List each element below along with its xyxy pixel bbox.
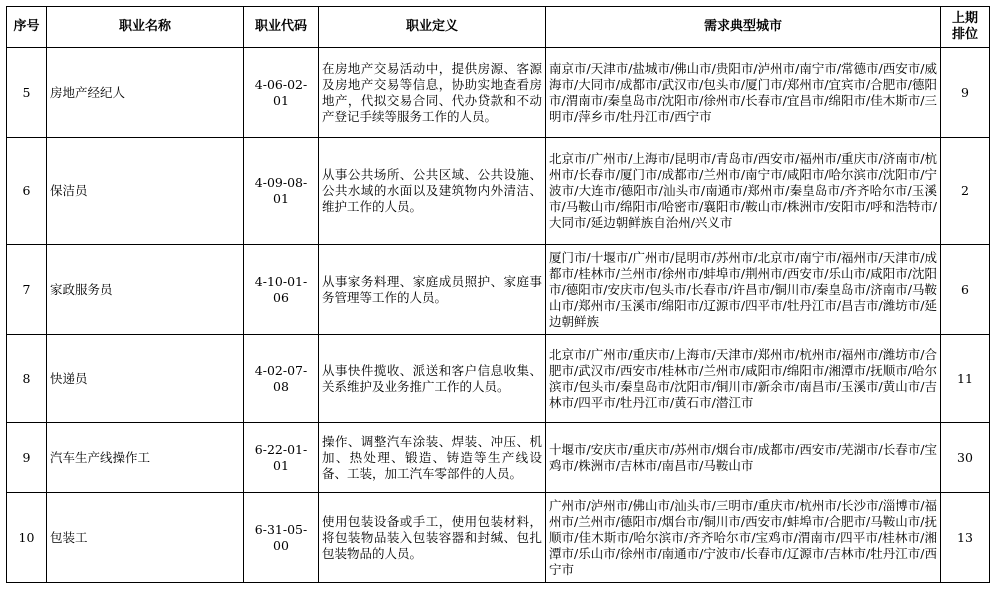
occupation-name: 快递员 [47,335,244,423]
occupation-code: 4-10-01-06 [244,245,319,335]
row-no: 8 [7,335,47,423]
table-row [7,423,990,493]
typical-cities: 南京市/天津市/盐城市/佛山市/贵阳市/泸州市/南宁市/常德市/西安市/威海市/大同市/成都市/武汉市/包头市/厦门市/郑州市/宜宾市/合肥市/德阳市/渭南市/秦皇岛市/沈阳市/徐州市/长春市/宜昌市/绵阳市/佳木斯市/三明市/萍乡市/牡丹江市/西宁市 [546,48,941,138]
previous-rank: 6 [941,245,990,335]
table-row [7,335,990,423]
job-demand-table [6,6,990,583]
occupation-definition: 操作、调整汽车涂装、焊装、冲压、机加、热处理、锻造、铸造等生产线设备、工装，加工汽车零部件的人员。 [319,423,546,493]
header-typical-cities: 需求典型城市 [546,7,941,48]
previous-rank: 11 [941,335,990,423]
previous-rank: 2 [941,138,990,245]
row-no: 5 [7,48,47,138]
typical-cities: 北京市/广州市/上海市/昆明市/青岛市/西安市/福州市/重庆市/济南市/杭州市/长春市/厦门市/成都市/兰州市/南宁市/咸阳市/哈尔滨市/沈阳市/宁波市/大连市/德阳市/汕头市/南通市/郑州市/秦皇岛市/齐齐哈尔市/玉溪市/马鞍山市/绵阳市/哈密市/襄阳市/鞍山市/株洲市/安阳市/呼和浩特市/大同市/延边朝鲜族自治州/兴义市 [546,138,941,245]
row-no: 6 [7,138,47,245]
occupation-name: 家政服务员 [47,245,244,335]
header-no: 序号 [7,7,47,48]
occupation-code: 4-09-08-01 [244,138,319,245]
header-occupation-definition: 职业定义 [319,7,546,48]
header-occupation-name: 职业名称 [47,7,244,48]
occupation-definition: 在房地产交易活动中，提供房源、客源及房地产交易等信息，协助实地查看房地产，代拟交易合同、代办贷款和不动产登记手续等服务工作的人员。 [319,48,546,138]
occupation-name: 房地产经纪人 [47,48,244,138]
occupation-code: 4-02-07-08 [244,335,319,423]
occupation-code: 6-22-01-01 [244,423,319,493]
previous-rank: 13 [941,493,990,583]
occupation-name: 包装工 [47,493,244,583]
header-previous-rank [941,7,990,48]
header-previous-rank-line1: 上期 [951,11,978,26]
typical-cities: 广州市/泸州市/佛山市/汕头市/三明市/重庆市/杭州市/长沙市/淄博市/福州市/兰州市/德阳市/烟台市/铜川市/西安市/蚌埠市/合肥市/马鞍山市/抚顺市/佳木斯市/哈尔滨市/齐齐哈尔市/宝鸡市/渭南市/四平市/桂林市/湘潭市/乐山市/徐州市/南通市/宁波市/长春市/辽源市/吉林市/牡丹江市/西宁市 [546,493,941,583]
header-previous-rank-line2: 排位 [951,27,978,42]
previous-rank: 9 [941,48,990,138]
table-row [7,138,990,245]
occupation-definition: 使用包装设备或手工，使用包装材料，将包装物品装入包装容器和封缄、包扎包装物品的人员。 [319,493,546,583]
previous-rank: 30 [941,423,990,493]
table-row [7,245,990,335]
occupation-name: 汽车生产线操作工 [47,423,244,493]
header-occupation-code: 职业代码 [244,7,319,48]
occupation-definition: 从事快件揽收、派送和客户信息收集、关系维护及业务推广工作的人员。 [319,335,546,423]
table-row [7,48,990,138]
typical-cities: 厦门市/十堰市/广州市/昆明市/苏州市/北京市/南宁市/福州市/天津市/成都市/桂林市/兰州市/徐州市/蚌埠市/荆州市/西安市/乐山市/咸阳市/沈阳市/德阳市/安庆市/包头市/长春市/许昌市/铜川市/秦皇岛市/济南市/马鞍山市/郑州市/玉溪市/绵阳市/辽源市/四平市/牡丹江市/昌吉市/潍坊市/延边朝鲜族 [546,245,941,335]
occupation-definition: 从事家务料理、家庭成员照护、家庭事务管理等工作的人员。 [319,245,546,335]
occupation-definition: 从事公共场所、公共区域、公共设施、公共水域的水面以及建筑物内外清洁、维护工作的人员。 [319,138,546,245]
row-no: 10 [7,493,47,583]
occupation-code: 6-31-05-00 [244,493,319,583]
row-no: 7 [7,245,47,335]
occupation-name: 保洁员 [47,138,244,245]
row-no: 9 [7,423,47,493]
typical-cities: 十堰市/安庆市/重庆市/苏州市/烟台市/成都市/西安市/芜湖市/长春市/宝鸡市/株洲市/吉林市/南昌市/马鞍山市 [546,423,941,493]
typical-cities: 北京市/广州市/重庆市/上海市/天津市/郑州市/杭州市/福州市/潍坊市/合肥市/武汉市/西安市/桂林市/兰州市/咸阳市/绵阳市/湘潭市/抚顺市/哈尔滨市/包头市/秦皇岛市/沈阳市/铜川市/新余市/南昌市/玉溪市/黄山市/吉林市/四平市/牡丹江市/黄石市/潜江市 [546,335,941,423]
table-row [7,493,990,583]
header-row [7,7,990,48]
occupation-code: 4-06-02-01 [244,48,319,138]
